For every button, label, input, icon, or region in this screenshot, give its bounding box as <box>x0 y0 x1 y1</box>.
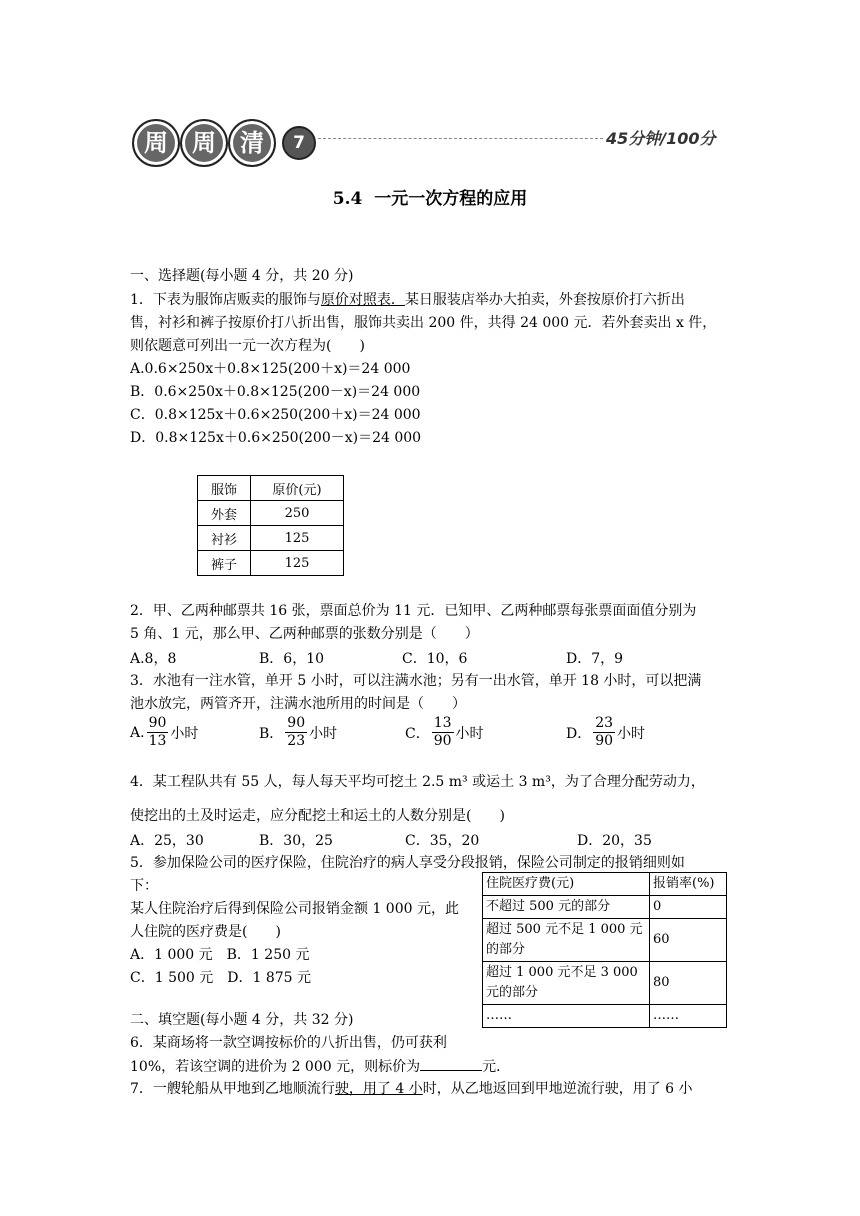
q1-price-table <box>197 475 344 576</box>
table-cell: 0 <box>650 896 727 919</box>
q5-line2: 下： <box>130 878 158 894</box>
table-row <box>198 501 344 526</box>
table-cell: 60 <box>650 919 727 962</box>
q4-line2: 使挖出的土及时运走，应分配挖土和运土的人数分别是( ) <box>130 808 505 824</box>
table-cell: 超过 1 000 元不足 3 000 元的部分 <box>483 962 650 1005</box>
fraction <box>285 715 307 750</box>
fraction-denominator: 13 <box>148 733 167 749</box>
table-cell: 超过 500 元不足 1 000 元的部分 <box>483 919 650 962</box>
q7-text-underlined: 驶，用了 4 小 <box>334 1081 423 1097</box>
q3-option-c <box>405 715 484 750</box>
q2-line1: 2．甲、乙两种邮票共 16 张，票面总价为 11 元．已知甲、乙两种邮票每张票面面值分别为 <box>130 603 697 619</box>
table-row <box>483 873 727 896</box>
q4-option-d: D．20，35 <box>577 833 652 849</box>
q6-text-b: 元． <box>482 1059 511 1075</box>
q4-option-a: A．25，30 <box>130 833 204 849</box>
q4-line1: 4．某工程队共有 55 人，每人每天平均可挖土 2.5 m³ 或运土 3 m³，为了合理分配劳动力， <box>130 774 705 790</box>
fraction <box>593 715 615 750</box>
q1-text-a: 1．下表为服饰店贩卖的服饰与 <box>130 292 321 308</box>
option-label: B． <box>259 725 284 742</box>
header-time-score: 45分钟/100分 <box>606 129 716 148</box>
q2-option-a: A.8，8 <box>130 651 177 667</box>
table-header-cell: 服饰 <box>198 476 251 501</box>
q6-line2 <box>130 1056 510 1077</box>
header-badge-2: 周 <box>180 119 228 167</box>
table-cell: 不超过 500 元的部分 <box>483 896 650 919</box>
page-title: 5.4 一元一次方程的应用 <box>332 189 528 209</box>
fraction-denominator: 23 <box>287 733 306 749</box>
table-cell: 裤子 <box>198 551 251 576</box>
q1-option-b: B．0.6×250x＋0.8×125(200－x)＝24 000 <box>130 384 421 400</box>
q7-text-a: 7．一艘轮船从甲地到乙地顺流行 <box>130 1081 335 1097</box>
q5-options-line1: A．1 000 元 B．1 250 元 <box>130 947 310 963</box>
table-row <box>483 962 727 1005</box>
q1-text-b: 某日服装店举办大拍卖，外套按原价打六折出 <box>404 292 685 308</box>
header-badge-number: 7 <box>282 126 316 160</box>
q7-text-b: 时，从乙地返回到甲地逆流行驶，用了 6 小 <box>422 1081 693 1097</box>
header-badge-3: 清 <box>228 119 276 167</box>
q2-option-b: B．6，10 <box>259 651 325 667</box>
fraction <box>147 715 169 750</box>
table-header-cell: 原价(元) <box>251 476 344 501</box>
q1-text-underlined: 原价对照表． <box>320 292 405 308</box>
q1-line3: 则依题意可列出一元一次方程为( ) <box>130 338 365 354</box>
q1-option-a: A.0.6×250x＋0.8×125(200＋x)＝24 000 <box>130 361 411 377</box>
q2-option-d: D．7，9 <box>566 651 624 667</box>
fraction-denominator: 90 <box>595 733 614 749</box>
q4-option-b: B．30，25 <box>259 833 333 849</box>
q6-answer-blank[interactable] <box>420 1056 482 1071</box>
q5-line4: 人住院的医疗费是( ) <box>130 924 281 940</box>
q7-line1 <box>130 1079 693 1099</box>
table-header-cell: 住院医疗费(元) <box>483 873 650 896</box>
table-cell: 125 <box>251 526 344 551</box>
q4-option-c: C．35，20 <box>405 833 480 849</box>
q3-line1: 3．水池有一注水管，单开 5 小时，可以注满水池；另有一出水管，单开 18 小时，可以把满 <box>130 673 702 689</box>
fraction-denominator: 90 <box>433 733 452 749</box>
fraction-numerator: 90 <box>148 715 167 731</box>
q3-line2: 池水放完，两管齐开，注满水池所用的时间是（ ） <box>130 696 466 712</box>
q5-line1: 5．参加保险公司的医疗保险，住院治疗的病人享受分段报销，保险公司制定的报销细则如 <box>130 855 685 871</box>
fraction <box>432 715 454 750</box>
q2-option-c: C．10，6 <box>402 651 468 667</box>
table-cell: 125 <box>251 551 344 576</box>
option-label: D． <box>566 725 592 742</box>
table-header-cell: 报销率(%) <box>650 873 727 896</box>
q1-line2: 售，衬衫和裤子按原价打八折出售，服饰共卖出 200 件，共得 24 000 元．若外套卖出 x 件， <box>130 315 717 331</box>
q3-option-a <box>130 715 198 750</box>
q5-line3: 某人住院治疗后得到保险公司报销金额 1 000 元，此 <box>130 901 459 917</box>
table-cell: 外套 <box>198 501 251 526</box>
q6-text-a: 10%，若该空调的进价为 2 000 元，则标价为 <box>130 1059 421 1075</box>
fraction-numerator: 90 <box>287 715 306 731</box>
q1-option-d: D．0.8×125x＋0.6×250(200－x)＝24 000 <box>130 430 422 446</box>
q5-options-line2: C．1 500 元 D．1 875 元 <box>130 970 311 986</box>
q3-option-b <box>259 715 337 750</box>
option-label: A. <box>130 724 145 741</box>
option-unit: 小时 <box>455 725 484 742</box>
q6-line1: 6．某商场将一款空调按标价的八折出售，仍可获利 <box>130 1035 447 1051</box>
table-cell: 衬衫 <box>198 526 251 551</box>
table-row <box>483 919 727 962</box>
option-label: C． <box>405 725 430 742</box>
q2-line2: 5 角、1 元，那么甲、乙两种邮票的张数分别是（ ） <box>130 626 479 642</box>
option-unit: 小时 <box>309 725 338 742</box>
q1-line1 <box>130 290 685 310</box>
q1-option-c: C．0.8×125x＋0.6×250(200＋x)＝24 000 <box>130 407 421 423</box>
table-row <box>483 1005 727 1028</box>
header-dashed-rule <box>318 138 603 139</box>
fraction-numerator: 13 <box>433 715 452 731</box>
fraction-numerator: 23 <box>595 715 614 731</box>
table-row <box>198 476 344 501</box>
table-cell: …… <box>650 1005 727 1028</box>
section-heading-fill: 二、填空题(每小题 4 分，共 32 分) <box>130 1012 354 1028</box>
table-cell: …… <box>483 1005 650 1028</box>
option-unit: 小时 <box>170 725 199 742</box>
table-row <box>198 526 344 551</box>
q5-reimbursement-table <box>482 872 727 1028</box>
table-cell: 80 <box>650 962 727 1005</box>
table-row <box>483 896 727 919</box>
q3-option-d <box>566 715 645 750</box>
option-unit: 小时 <box>617 725 646 742</box>
header-badge-1: 周 <box>132 119 180 167</box>
table-cell: 250 <box>251 501 344 526</box>
table-row <box>198 551 344 576</box>
section-heading-choice: 一、选择题(每小题 4 分，共 20 分) <box>130 268 354 284</box>
